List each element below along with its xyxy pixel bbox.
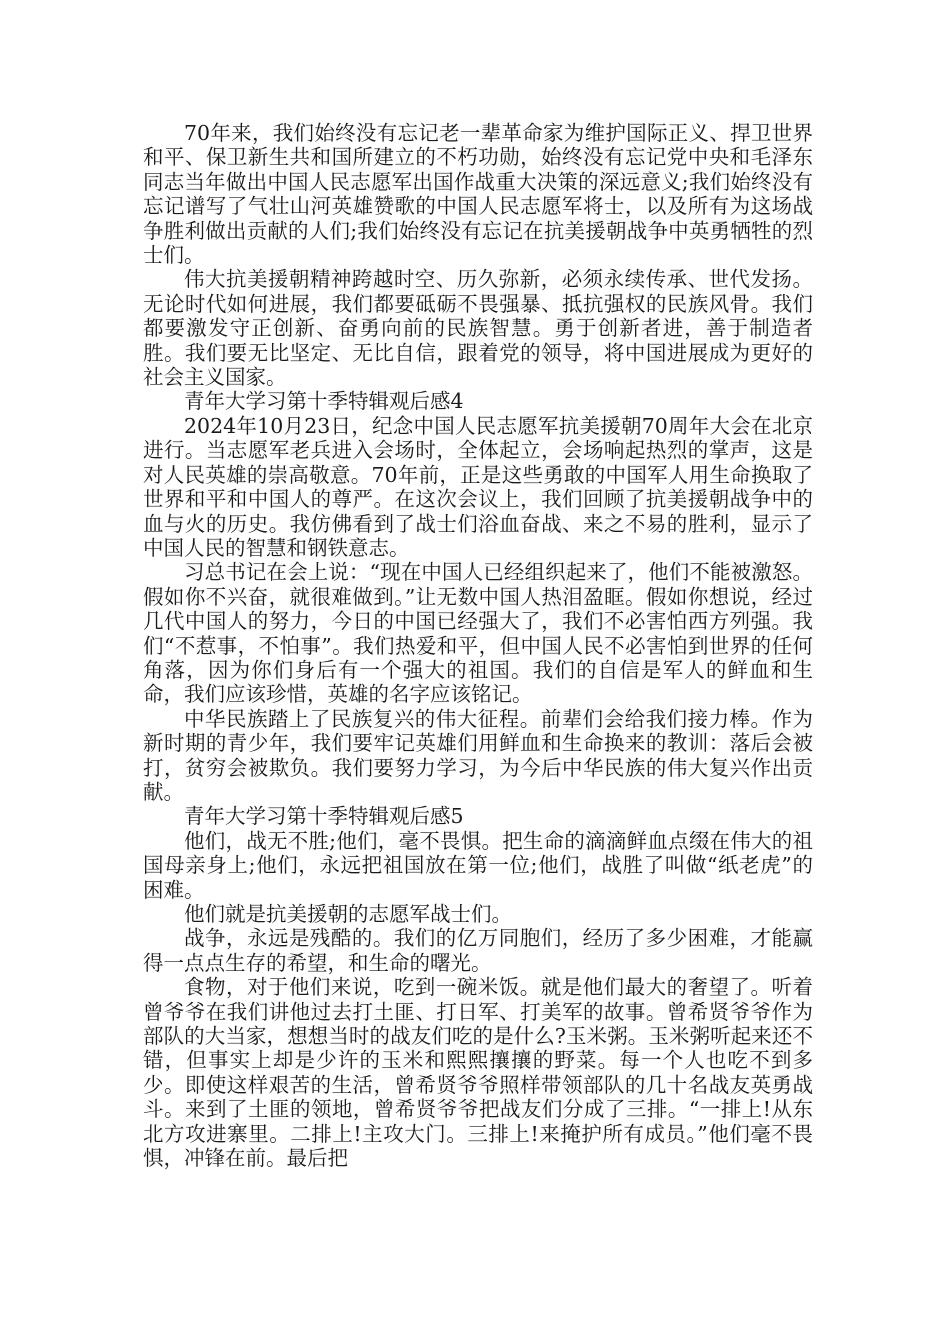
paragraph-5: 中华民族踏上了民族复兴的伟大征程。前辈们会给我们接力棒。作为新时期的青少年，我们要牢记英雄们用鲜血和生命换来的教训：落后会被打，贫穷会被欺负。我们要努力学习，为今后中华民族的伟大复兴作出贡献。 [143,706,813,804]
paragraph-6: 他们，战无不胜;他们，毫不畏惧。把生命的滴滴鲜血点缀在伟大的祖国母亲身上;他们，永远把祖国放在第一位;他们，战胜了叫做“纸老虎”的困难。 [143,828,813,902]
paragraph-1: 70年来，我们始终没有忘记老一辈革命家为维护国际正义、捍卫世界和平、保卫新生共和国所建立的不朽功勋，始终没有忘记党中央和毛泽东同志当年做出中国人民志愿军出国作战重大决策的深远意义;我们始终没有忘记谱写了气壮山河英雄赞歌的中国人民志愿军将士，以及所有为这场战争胜利做出贡献的人们;我们始终没有忘记在抗美援朝战争中英勇牺牲的烈士们。 [143,121,813,268]
paragraph-2: 伟大抗美援朝精神跨越时空、历久弥新，必须永续传承、世代发扬。无论时代如何进展，我们都要砥砺不畏强暴、抵抗强权的民族风骨。我们都要激发守正创新、奋勇向前的民族智慧。勇于创新者进，善于制造者胜。我们要无比坚定、无比自信，跟着党的领导，将中国进展成为更好的社会主义国家。 [143,267,813,390]
paragraph-7: 他们就是抗美援朝的志愿军战士们。 [184,902,512,926]
section-heading-5: 青年大学习第十季特辑观后感5 [184,804,464,829]
paragraph-8: 战争，永远是残酷的。我们的亿万同胞们，经历了多少困难，才能赢得一点点生存的希望，和生命的曙光。 [143,926,813,975]
paragraph-9: 食物，对于他们来说，吃到一碗米饭。就是他们最大的奢望了。听着曾爷爷在我们讲他过去打土匪、打日军、打美军的故事。曾希贤爷爷作为部队的大当家，想想当时的战友们吃的是什么?玉米粥。玉米粥听起来还不错，但事实上却是少许的玉米和熙熙攘攘的野菜。每一个人也吃不到多少。即使这样艰苦的生活，曾希贤爷爷照样带领部队的几十名战友英勇战斗。来到了土匪的领地，曾希贤爷爷把战友们分成了三排。“一排上!从东北方攻进寨里。二排上!主攻大门。三排上!来掩护所有成员。”他们毫不畏惧，冲锋在前。最后把 [143,975,813,1171]
paragraph-3: 2024年10月23日，纪念中国人民志愿军抗美援朝70周年大会在北京进行。当志愿军老兵进入会场时，全体起立，会场响起热烈的掌声，这是对人民英雄的崇高敬意。70年前，正是这些勇敢的中国军人用生命换取了世界和平和中国人的尊严。在这次会议上，我们回顾了抗美援朝战争中的血与火的历史。我仿佛看到了战士们浴血奋战、来之不易的胜利，显示了中国人民的智慧和钢铁意志。 [143,413,813,560]
document-page [143,121,813,1170]
paragraph-4: 习总书记在会上说：“现在中国人已经组织起来了，他们不能被激怒。假如你不兴奋，就很难做到。”让无数中国人热泪盈眶。假如你想说，经过几代中国人的努力，今日的中国已经强大了，我们不必害怕西方列强。我们“不惹事，不怕事”。我们热爱和平，但中国人民不必害怕到世界的任何角落，因为你们身后有一个强大的祖国。我们的自信是军人的鲜血和生命，我们应该珍惜，英雄的名字应该铭记。 [143,560,813,707]
section-heading-4: 青年大学习第十季特辑观后感4 [184,389,464,414]
